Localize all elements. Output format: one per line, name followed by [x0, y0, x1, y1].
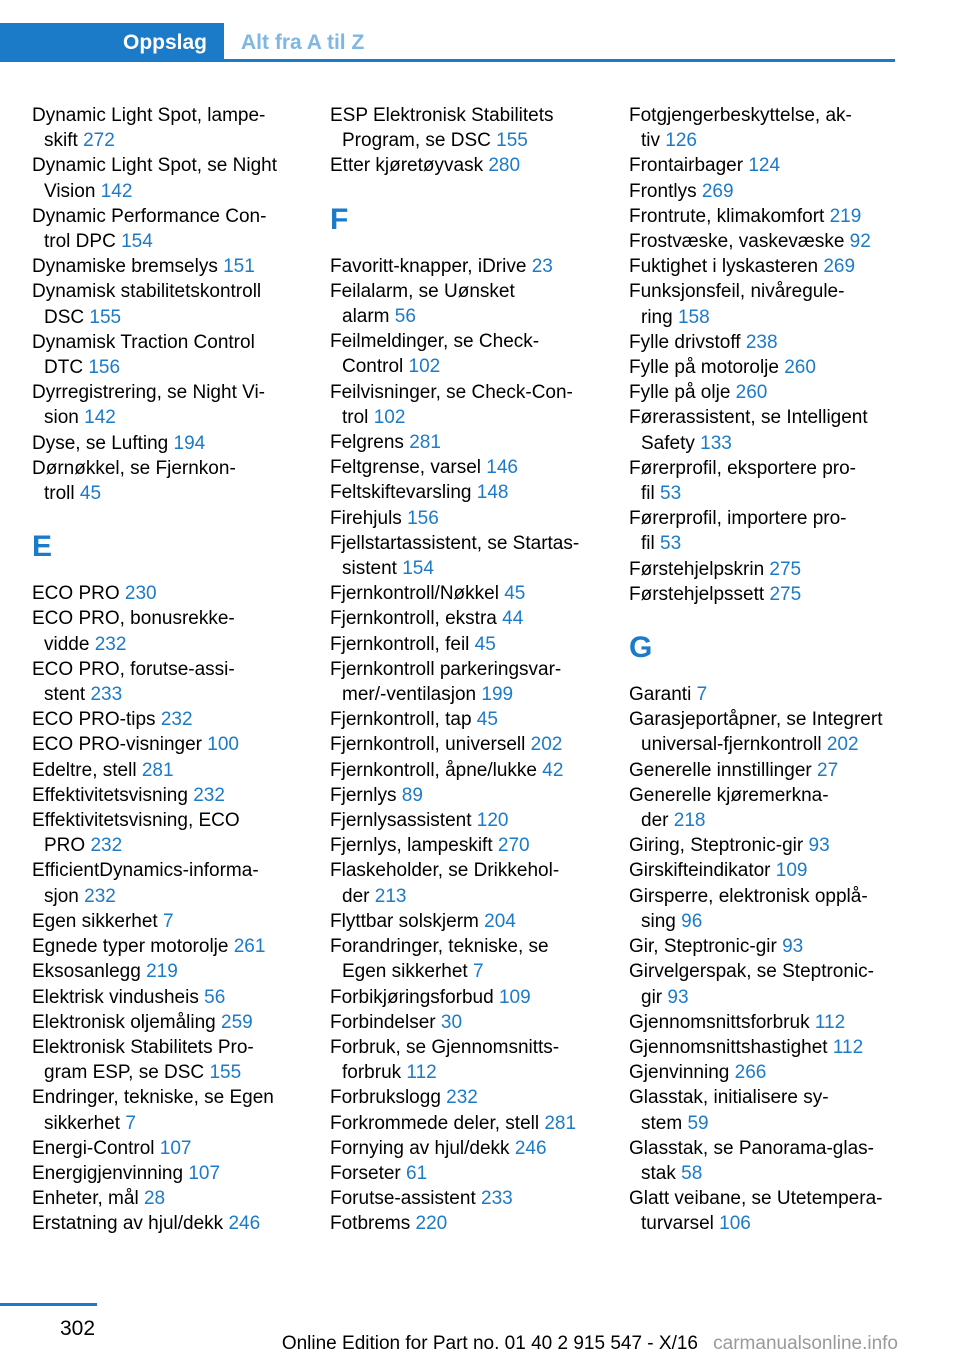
- section-letter: E: [32, 530, 53, 564]
- index-entry: [330, 153, 605, 178]
- page-reference-link[interactable]: 260: [784, 357, 816, 379]
- page-reference-link[interactable]: 93: [667, 986, 689, 1008]
- index-entry: [629, 934, 904, 959]
- index-entry-text: ECO PRO-tips: [32, 709, 161, 731]
- index-column-3: [629, 103, 904, 1237]
- page-reference-link[interactable]: 100: [207, 734, 239, 756]
- index-entry: [330, 329, 605, 379]
- index-entry: [330, 254, 605, 279]
- index-entry-text: Dynamic Light Spot, lampe‐ skift: [32, 105, 266, 152]
- page-reference-link[interactable]: 213: [374, 885, 407, 907]
- page-reference-link[interactable]: 45: [504, 583, 526, 605]
- index-entry: [629, 1186, 904, 1236]
- index-entry-text: Feltskiftevarsling: [330, 482, 477, 504]
- page-reference-link[interactable]: 124: [748, 155, 781, 177]
- index-entry: [32, 707, 307, 732]
- index-entry: [32, 783, 307, 808]
- page-reference-link[interactable]: 112: [832, 1036, 864, 1058]
- page-reference-link[interactable]: 246: [228, 1213, 261, 1235]
- index-entry: [32, 581, 307, 606]
- index-entry-text: Elektrisk vindusheis: [32, 986, 205, 1008]
- index-entry: [330, 1010, 605, 1035]
- page-reference-link[interactable]: 238: [745, 331, 778, 353]
- index-entry-text: Egnede typer motorolje: [32, 936, 234, 958]
- index-entry: [330, 808, 605, 833]
- index-entry-text: Gjennomsnittshastighet: [629, 1036, 833, 1058]
- header-bar: [0, 0, 895, 62]
- index-entry: [330, 380, 605, 430]
- index-entry-text: Glatt veibane, se Utetempera‐ turvarsel: [629, 1188, 883, 1235]
- index-entry: [330, 758, 605, 783]
- page-reference-link[interactable]: 7: [125, 1112, 136, 1134]
- index-entry: [629, 1010, 904, 1035]
- index-entry-text: Elektronisk Stabilitets Pro‐ gram ESP, se DSC: [32, 1036, 254, 1084]
- page-reference-link[interactable]: 142: [84, 407, 116, 429]
- index-entry-text: Generelle innstillinger: [629, 759, 817, 781]
- page-reference-link[interactable]: 154: [402, 558, 434, 580]
- index-entry: [629, 833, 904, 858]
- index-entry-text: Dyse, se Lufting: [32, 432, 174, 454]
- index-entry: [32, 1035, 307, 1085]
- index-entry: [629, 153, 904, 178]
- index-entry-text: Glasstak, initialisere sy‐ stem: [629, 1087, 829, 1134]
- index-entry: [629, 884, 904, 934]
- page-reference-link[interactable]: 281: [409, 432, 441, 454]
- index-entry: [32, 732, 307, 757]
- index-entry-text: Dynamic Performance Con‐ trol DPC: [32, 205, 267, 253]
- page-reference-link[interactable]: 56: [394, 306, 416, 328]
- page-reference-link[interactable]: 107: [159, 1137, 192, 1159]
- tab-oppslag[interactable]: [0, 23, 224, 62]
- page-reference-link[interactable]: 45: [474, 633, 496, 655]
- index-entry-text: Edeltre, stell: [32, 759, 142, 781]
- index-entry: [330, 506, 605, 531]
- page-reference-link[interactable]: 56: [204, 986, 226, 1008]
- index-entry: [32, 959, 307, 984]
- section-letter: F: [330, 202, 349, 236]
- index-entry: [32, 103, 307, 153]
- page-reference-link[interactable]: 270: [497, 835, 530, 857]
- index-entry: [32, 1136, 307, 1161]
- index-entry: [629, 254, 904, 279]
- index-entry: [629, 380, 904, 405]
- index-entry-text: Flaskeholder, se Drikkehol‐ der: [330, 860, 560, 907]
- index-entry: [32, 456, 307, 506]
- index-entry-text: Gjenvinning: [629, 1062, 735, 1084]
- index-entry-text: Fotbrems: [330, 1213, 416, 1235]
- index-entry: [629, 758, 904, 783]
- page-reference-link[interactable]: 89: [401, 784, 423, 806]
- index-entry-text: Fjernlys, lampeskift: [330, 835, 498, 857]
- index-entry-text: ESP Elektronisk Stabilitets Program, se DSC: [330, 105, 554, 152]
- index-entry-text: Dynamisk stabilitetskontroll DSC: [32, 281, 262, 328]
- index-entry-text: Fjernkontroll, universell: [330, 734, 531, 756]
- page-reference-link[interactable]: 275: [769, 558, 802, 580]
- index-entry: [330, 657, 605, 707]
- page-reference-link[interactable]: 106: [719, 1213, 751, 1235]
- page-reference-link[interactable]: 27: [817, 759, 839, 781]
- index-entry: [629, 456, 904, 506]
- index-entry: [32, 985, 307, 1010]
- page-reference-link[interactable]: 109: [775, 860, 808, 882]
- page-reference-link[interactable]: 232: [446, 1087, 478, 1109]
- index-entry-text: Flyttbar solskjerm: [330, 910, 485, 932]
- index-entry-text: Forbindelser: [330, 1011, 441, 1033]
- index-entry: [330, 1085, 605, 1110]
- index-entry-text: Eksosanlegg: [32, 961, 147, 983]
- index-entry: [330, 1136, 605, 1161]
- page-reference-link[interactable]: 148: [476, 482, 509, 504]
- page-reference-link[interactable]: 93: [782, 936, 804, 958]
- index-entry-text: Favoritt-knapper, iDrive: [330, 255, 532, 277]
- page-reference-link[interactable]: 7: [162, 910, 174, 932]
- index-entry: [629, 682, 904, 707]
- page-reference-link[interactable]: 232: [90, 835, 123, 857]
- index-entry-text: Girsperre, elektronisk opplå‐ sing: [629, 885, 868, 932]
- page-reference-link[interactable]: 269: [701, 180, 734, 202]
- index-entry: [330, 103, 605, 153]
- index-entry: [330, 909, 605, 934]
- index-entry: [330, 632, 605, 657]
- index-entry: [32, 657, 307, 707]
- page-reference-link[interactable]: 232: [160, 709, 193, 731]
- page-reference-link[interactable]: 219: [829, 205, 862, 227]
- footer-divider: [0, 1303, 97, 1306]
- page-reference-link[interactable]: 155: [496, 130, 528, 152]
- index-entry-text: Fotgjengerbeskyttelse, ak‐ tiv: [629, 105, 852, 152]
- index-entry-text: Fjernkontroll, feil: [330, 633, 475, 655]
- page-reference-link[interactable]: 232: [193, 784, 225, 806]
- index-entry-text: Førerprofil, eksportere pro‐ fil: [629, 457, 857, 505]
- index-entry: [32, 1161, 307, 1186]
- page-reference-link[interactable]: 275: [769, 583, 802, 605]
- index-entry-text: Feltgrense, varsel: [330, 457, 487, 479]
- index-entry-text: Glasstak, se Panorama-glas‐ stak: [629, 1137, 874, 1184]
- index-entry: [32, 606, 307, 656]
- index-column-2: [330, 103, 605, 1237]
- page-reference-link[interactable]: 280: [488, 155, 521, 177]
- index-entry-text: Feilvisninger, se Check-Con‐ trol: [330, 381, 573, 428]
- index-entry: [629, 330, 904, 355]
- index-entry: [629, 1060, 904, 1085]
- index-entry-text: Felgrens: [330, 432, 410, 454]
- index-entry: [32, 934, 307, 959]
- index-entry: [32, 1085, 307, 1135]
- index-entry-text: Generelle kjøremerkna‐ der: [629, 784, 829, 832]
- tab-alt-fra-a-til-z-label: Alt fra A til Z: [241, 30, 365, 54]
- index-entry-text: Fjernkontroll parkeringsvar‐ mer/-ventilasjon: [330, 658, 562, 706]
- page-reference-link[interactable]: 109: [498, 986, 531, 1008]
- index-entry-text: Dynamic Light Spot, se Night Vision: [32, 155, 278, 202]
- index-entry-text: Fjernlys: [330, 784, 402, 806]
- page-reference-link[interactable]: 232: [84, 885, 116, 907]
- tab-alt-fra-a-til-z[interactable]: [241, 23, 364, 62]
- index-entry: [629, 204, 904, 229]
- index-entry: [330, 279, 605, 329]
- index-entry-text: Fylle drivstoff: [629, 331, 746, 353]
- index-entry: [330, 1186, 605, 1211]
- index-entry: [330, 833, 605, 858]
- index-entry: [330, 1211, 605, 1236]
- index-entry-text: Girskifteindikator: [629, 860, 776, 882]
- index-entry-text: Forbikjøringsforbud: [330, 986, 499, 1008]
- page-reference-link[interactable]: 96: [681, 910, 703, 932]
- index-entry: [32, 431, 307, 456]
- index-entry-text: Forutse-assistent: [330, 1188, 481, 1210]
- index-entry: [330, 1035, 605, 1085]
- page-reference-link[interactable]: 102: [373, 406, 406, 428]
- index-entry-text: Forkrommede deler, stell: [330, 1112, 545, 1134]
- page-reference-link[interactable]: 230: [124, 583, 157, 605]
- index-entry-text: Etter kjøretøyvask: [330, 155, 489, 177]
- header-divider: [224, 59, 895, 62]
- page-reference-link[interactable]: 232: [94, 633, 127, 655]
- page-reference-link[interactable]: 112: [406, 1062, 437, 1084]
- page-reference-link[interactable]: 155: [89, 306, 122, 328]
- page-reference-link[interactable]: 154: [121, 231, 153, 253]
- index-entry: [629, 179, 904, 204]
- index-entry: [32, 1010, 307, 1035]
- index-entry-text: Gir, Steptronic-gir: [629, 936, 783, 958]
- index-entry-text: ECO PRO: [32, 583, 125, 605]
- index-entry: [330, 455, 605, 480]
- page-reference-link[interactable]: 199: [481, 684, 514, 706]
- page-reference-link[interactable]: 194: [173, 432, 206, 454]
- section-letter: G: [629, 631, 653, 665]
- index-entry-text: Førerprofil, importere pro‐ fil: [629, 508, 847, 555]
- index-entry: [32, 1186, 307, 1211]
- index-entry: [629, 506, 904, 556]
- page-reference-link[interactable]: 156: [407, 507, 439, 529]
- page-reference-link[interactable]: 59: [687, 1112, 709, 1134]
- index-entry: [330, 934, 605, 984]
- index-entry-text: Dyrregistrering, se Night Vi‐ sion: [32, 382, 266, 429]
- page-reference-link[interactable]: 7: [472, 961, 484, 983]
- index-entry: [330, 858, 605, 908]
- index-entry: [629, 1085, 904, 1135]
- index-entry-text: Elektronisk oljemåling: [32, 1011, 222, 1033]
- page-reference-link[interactable]: 93: [808, 835, 830, 857]
- page-number: 302: [60, 1317, 96, 1340]
- index-entry-text: Effektivitetsvisning, ECO PRO: [32, 810, 240, 857]
- index-entry-text: Girvelgerspak, se Steptronic- gir: [629, 961, 874, 1008]
- index-entry-text: Feilalarm, se Uønsket alarm: [330, 280, 515, 328]
- index-entry-text: Energi-Control: [32, 1137, 160, 1159]
- index-entry-text: Frontairbager: [629, 155, 749, 177]
- index-entry: [330, 1111, 605, 1136]
- index-entry-text: Erstatning av hjul/dekk: [32, 1213, 229, 1235]
- index-entry-text: Egen sikkerhet: [32, 910, 163, 932]
- index-entry-text: Dørnøkkel, se Fjernkon‐ troll: [32, 457, 236, 505]
- page-reference-link[interactable]: 107: [188, 1162, 221, 1184]
- page-reference-link[interactable]: 281: [141, 759, 174, 781]
- index-entry-text: ECO PRO, bonusrekke‐ vidde: [32, 608, 235, 655]
- page-reference-link[interactable]: 146: [486, 457, 518, 479]
- index-entry-text: ECO PRO, forutse-assi‐ stent: [32, 658, 235, 706]
- index-entry-text: Førstehjelpskrin: [629, 558, 770, 580]
- index-entry-text: Fjernkontroll/Nøkkel: [330, 583, 505, 605]
- page-reference-link[interactable]: 204: [484, 910, 516, 932]
- edition-note: Online Edition for Part no. 01 40 2 915 547 - X/16: [281, 1333, 698, 1354]
- page-reference-link[interactable]: 45: [476, 709, 498, 731]
- tab-oppslag-label: Oppslag: [122, 30, 207, 54]
- page-reference-link[interactable]: 219: [146, 961, 178, 983]
- index-entry: [32, 204, 307, 254]
- index-entry-text: Fylle på olje: [629, 382, 736, 404]
- index-entry-text: ECO PRO-visninger: [32, 734, 208, 756]
- index-entry: [32, 1211, 307, 1236]
- index-entry: [330, 581, 605, 606]
- index-entry-text: Forbrukslogg: [330, 1087, 447, 1109]
- index-entry-text: Frontrute, klimakomfort: [629, 205, 830, 227]
- page-reference-link[interactable]: 61: [406, 1162, 428, 1184]
- index-entry: [629, 103, 904, 153]
- index-entry: [629, 557, 904, 582]
- page-reference-link[interactable]: 158: [677, 306, 710, 328]
- index-entry: [330, 707, 605, 732]
- page-reference-link[interactable]: 120: [476, 810, 509, 832]
- index-entry-text: Fjellstartassistent, se Startas‐ sistent: [330, 532, 580, 580]
- page-reference-link[interactable]: 23: [531, 255, 553, 277]
- page-reference-link[interactable]: 30: [440, 1011, 463, 1033]
- index-entry-text: EfficientDynamics-informa‐ sjon: [32, 860, 259, 907]
- index-entry: [330, 1161, 605, 1186]
- index-entry: [629, 707, 904, 757]
- page-reference-link[interactable]: 126: [665, 130, 697, 152]
- index-entry: [629, 355, 904, 380]
- index-entry: [32, 279, 307, 329]
- index-entry-text: Fylle på motorolje: [629, 357, 785, 379]
- index-entry-text: Fjernkontroll, ekstra: [330, 608, 503, 630]
- page-reference-link[interactable]: 28: [143, 1188, 166, 1210]
- index-entry: [32, 909, 307, 934]
- index-entry: [32, 330, 307, 380]
- page-reference-link[interactable]: 269: [823, 256, 856, 278]
- index-entry: [32, 380, 307, 430]
- index-entry-text: Fornying av hjul/dekk: [330, 1137, 515, 1159]
- page-reference-link[interactable]: 259: [221, 1011, 253, 1033]
- index-entry-text: Energigjenvinning: [32, 1162, 189, 1184]
- index-entry: [330, 531, 605, 581]
- index-entry: [629, 959, 904, 1009]
- page-reference-link[interactable]: 272: [83, 130, 115, 152]
- index-entry-text: Funksjonsfeil, nivåregule‐ ring: [629, 281, 845, 328]
- page-reference-link[interactable]: 218: [673, 810, 706, 832]
- index-entry: [32, 758, 307, 783]
- index-entry: [629, 1136, 904, 1186]
- page-reference-link[interactable]: 202: [530, 734, 563, 756]
- index-entry: [330, 430, 605, 455]
- page-reference-link[interactable]: 151: [223, 256, 255, 278]
- page-reference-link[interactable]: 260: [735, 382, 768, 404]
- index-entry-text: Forandringer, tekniske, se Egen sikkerhet: [330, 936, 549, 983]
- page-reference-link[interactable]: 266: [734, 1062, 767, 1084]
- index-entry: [629, 582, 904, 607]
- page-reference-link[interactable]: 233: [481, 1188, 513, 1210]
- watermark: carmanualsonline.info: [713, 1333, 898, 1354]
- index-entry-text: Fuktighet i lyskasteren: [629, 256, 824, 278]
- page-reference-link[interactable]: 112: [814, 1011, 846, 1033]
- index-entry-text: Forbruk, se Gjennomsnitts‐ forbruk: [330, 1036, 560, 1084]
- page-reference-link[interactable]: 220: [415, 1213, 448, 1235]
- index-entry: [629, 1035, 904, 1060]
- page-reference-link[interactable]: 155: [209, 1062, 242, 1084]
- index-entry: [32, 858, 307, 908]
- index-entry-text: Garasjeportåpner, se Integrert universal-fjernkontroll: [629, 709, 883, 756]
- page-reference-link[interactable]: 102: [408, 356, 441, 378]
- page-reference-link[interactable]: 92: [849, 231, 871, 253]
- index-column-1: [32, 103, 307, 1237]
- page-reference-link[interactable]: 45: [79, 483, 102, 505]
- index-entry: [32, 808, 307, 858]
- index-entry-text: Forseter: [330, 1162, 407, 1184]
- index-entry-text: Dynamiske bremselys: [32, 256, 224, 278]
- index-entry-text: Fjernkontroll, åpne/lukke: [330, 759, 543, 781]
- index-entry-text: Frontlys: [629, 180, 702, 202]
- index-entry: [330, 480, 605, 505]
- page-reference-link[interactable]: 281: [544, 1112, 577, 1134]
- index-entry: [330, 606, 605, 631]
- page-reference-link[interactable]: 53: [660, 533, 682, 555]
- page-reference-link[interactable]: 261: [233, 936, 266, 958]
- index-entry-text: Fjernlysassistent: [330, 810, 477, 832]
- index-entry-text: Frostvæske, vaskevæske: [629, 231, 850, 253]
- index-entry: [32, 153, 307, 203]
- page-reference-link[interactable]: 58: [681, 1162, 703, 1184]
- page-reference-link[interactable]: 202: [826, 734, 859, 756]
- index-entry-text: Effektivitetsvisning: [32, 784, 194, 806]
- index-entry: [330, 783, 605, 808]
- index-entry-text: Førerassistent, se Intelligent Safety: [629, 407, 868, 454]
- index-entry-text: Dynamisk Traction Control DTC: [32, 331, 255, 379]
- page-reference-link[interactable]: 7: [696, 684, 708, 706]
- page-reference-link[interactable]: 133: [700, 432, 732, 454]
- page-reference-link[interactable]: 246: [514, 1137, 547, 1159]
- page-reference-link[interactable]: 233: [90, 684, 123, 706]
- index-entry-text: Giring, Steptronic-gir: [629, 835, 809, 857]
- index-entry: [629, 858, 904, 883]
- index-entry-text: Endringer, tekniske, se Egen sikkerhet: [32, 1087, 274, 1134]
- page-reference-link[interactable]: 53: [660, 483, 682, 505]
- page-reference-link[interactable]: 142: [100, 180, 133, 202]
- index-entry: [629, 405, 904, 455]
- index-entry-text: Førstehjelpssett: [629, 583, 770, 605]
- index-entry-text: Feilmeldinger, se Check- Control: [330, 331, 540, 378]
- index-entry: [629, 279, 904, 329]
- index-entry-text: Garanti: [629, 684, 697, 706]
- page-reference-link[interactable]: 156: [88, 357, 121, 379]
- index-entry: [330, 732, 605, 757]
- index-entry-text: Gjennomsnittsforbruk: [629, 1011, 815, 1033]
- index-entry: [32, 254, 307, 279]
- index-entry: [629, 229, 904, 254]
- index-entry-text: Fjernkontroll, tap: [330, 709, 477, 731]
- index-entry: [330, 985, 605, 1010]
- page-reference-link[interactable]: 44: [502, 608, 524, 630]
- index-entry-text: Enheter, mål: [32, 1188, 144, 1210]
- index-entry: [629, 783, 904, 833]
- page-reference-link[interactable]: 42: [542, 759, 564, 781]
- index-entry-text: Firehjuls: [330, 507, 408, 529]
